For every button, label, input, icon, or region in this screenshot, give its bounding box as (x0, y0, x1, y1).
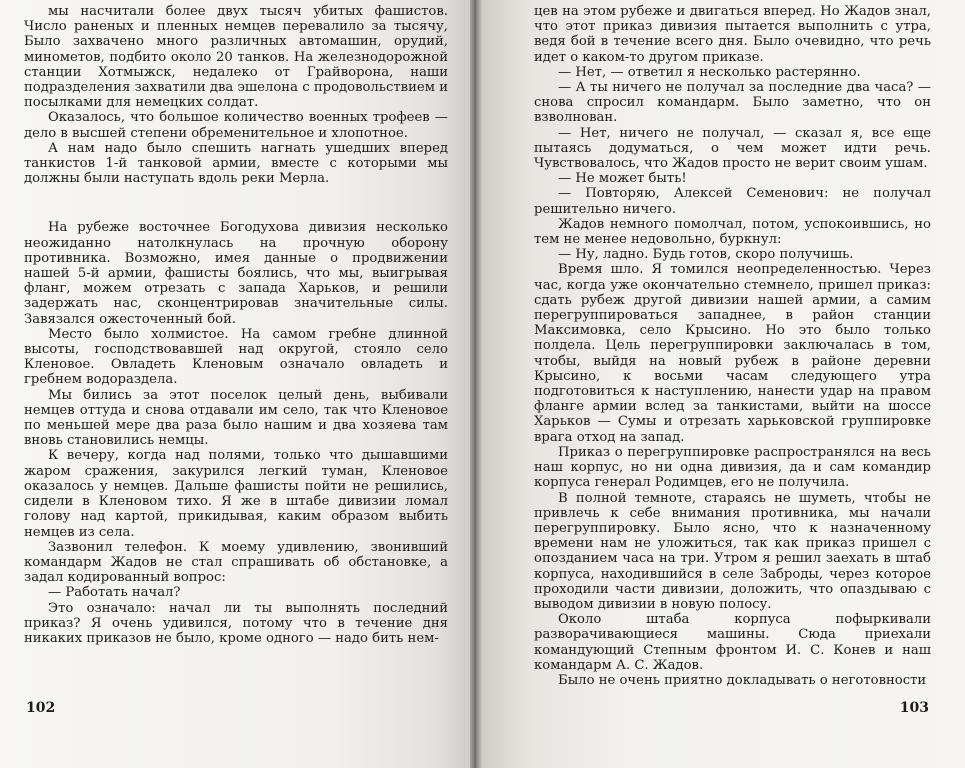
paragraph: В полной темноте, стараясь не шуметь, чтобы не привлечь к себе внимания противника, мы начали перегруппировку. Было ясно, что к назначенному времени нам не уложиться, так как приказ пришел с опозданием часа на три. Утром я решил заехать в штаб корпуса, находившийся в селе Заброды, через которое проходили части дивизии, доложить, что опаздываю с выводом дивизии в новую полосу. (534, 490, 931, 612)
page-number: 103 (899, 700, 929, 716)
paragraph: — А ты ничего не получал за последние два часа? — снова спросил командарм. Было заметно, что он взволнован. (534, 80, 931, 126)
paragraph: Около штаба корпуса пофыркивали разворачивающиеся машины. Сюда приехали командующий Степным фронтом И. С. Конев и наш командарм А. С. Жадов. (534, 612, 931, 673)
paragraph: Приказ о перегруппировке распространялся на весь наш корпус, но ни одна дивизия, да и сам командир корпуса генерал Родимцев, его не получила. (534, 444, 931, 491)
paragraph: Это означало: начал ли ты выполнять последний приказ? Я очень удивился, потому что в течение дня никаких приказов не было, кроме одного — надо бить нем- (24, 600, 448, 646)
paragraph: Было не очень приятно докладывать о неготовности (558, 672, 927, 688)
right-page (482, 0, 965, 768)
book-gutter (470, 0, 482, 768)
paragraph: — Нет, — ответил я несколько растерянно. (558, 64, 861, 80)
paragraph: Мы бились за этот поселок целый день, выбивали немцев оттуда и снова отдавали им село, так что Кленовое по меньшей мере два раза было нашим и два хозяева там вновь становились немцы. (24, 387, 448, 449)
paragraph: Место было холмистое. На самом гребне длинной высоты, господствовавшей над округой, стояло село Кленовое. Овладеть Кленовым означало овладеть и гребнем водораздела. (24, 326, 448, 388)
paragraph: — Не может быть! (558, 171, 687, 187)
paragraph: — Повторяю, Алексей Семенович: не получал решительно ничего. (534, 186, 931, 217)
paragraph: Зазвонил телефон. К моему удивлению, звонивший командарм Жадов не стал спрашивать об обстановке, а задал кодированный вопрос: (24, 539, 448, 586)
right-page-text (534, 4, 931, 688)
paragraph: Время шло. Я томился неопределенностью. Через час, когда уже окончательно стемнело, пришел приказ: сдать рубеж другой дивизии нашей армии, а самим перегруппироваться западнее, в район станции Максимовка, село Крысино. Но это было только полдела. Цель перегруппировки заключалась в том, чтобы, выйдя на новый рубеж в районе деревни Крысино, к восьми часам следующего утра подготовиться к наступлению, нанести удар на правом фланге армии вслед за танкистами, выйти на шоссе Харьков — Сумы и отрезать харьковской группировке врага отход на запад. (534, 262, 931, 445)
page-number: 102 (26, 700, 56, 716)
paragraph: К вечеру, когда над полями, только что дышавшими жаром сражения, закурился легкий туман, Кленовое оказалось у немцев. Дальше фашисты пойти не решились, сидели в Кленовом тихо. Я же в штабе дивизии ломал голову над картой, прикидывая, каким образом выбить немцев из села. (24, 448, 448, 540)
paragraph: А нам надо было спешить нагнать ушедших вперед танкистов 1-й танковой армии, вместе с которыми мы должны были наступать вдоль реки Мерла. (24, 140, 448, 187)
left-page (0, 0, 470, 768)
paragraph: цев на этом рубеже и двигаться вперед. Но Жадов знал, что этот приказ дивизия пытается выполнить с утра, ведя бой в течение всего дня. Было очевидно, что речь идет о каком-то другом приказе. (534, 4, 931, 65)
paragraph: — Нет, ничего не получал, — сказал я, все еще пытаясь додуматься, о чем может идти речь. Чувствовалось, что Жадов просто не верит своим ушам. (534, 125, 931, 172)
paragraph: На рубеже восточнее Богодухова дивизия несколько неожиданно натолкнулась на прочную оборону противника. Возможно, имея данные о продвижении нашей 5-й армии, фашисты боялись, что мы, выигрывая фланг, можем отрезать с запада Харьков, и решили задержать нас, сконцентрировав значительные силы. Завязался ожесточенный бой. (24, 220, 448, 327)
paragraph: мы насчитали более двух тысяч убитых фашистов. Число раненых и пленных немцев перевалило за тысячу, Было захвачено много различных автомашин, орудий, минометов, подбито около 20 танков. На железнодорожной станции Хотмыжск, недалеко от Грайворона, наши подразделения захватили два эшелона с продовольствием и посылками для немецких солдат. (24, 4, 448, 111)
left-page-text (24, 4, 448, 646)
paragraph: — Ну, ладно. Будь готов, скоро получишь. (558, 247, 854, 263)
paragraph: Оказалось, что большое количество военных трофеев — дело в высшей степени обременительное и хлопотное. (24, 110, 448, 141)
paragraph: Жадов немного помолчал, потом, успокоившись, но тем не менее недовольно, буркнул: (534, 216, 931, 248)
paragraph: — Работать начал? (48, 585, 181, 601)
